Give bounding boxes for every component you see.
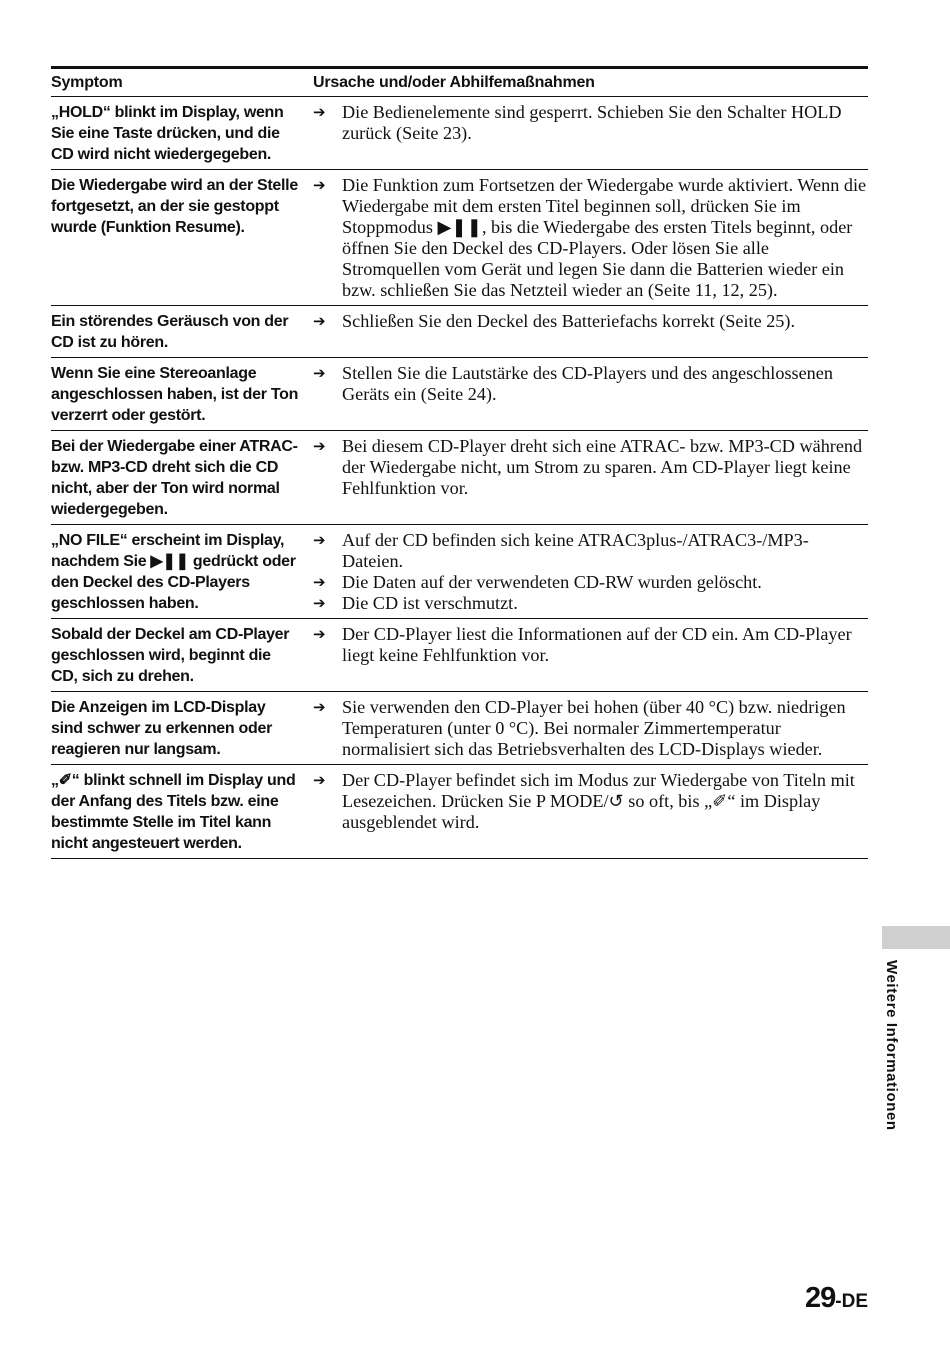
remedy-text: Die Funktion zum Fortsetzen der Wiedergabe wurde aktiviert. Wenn die Wiedergabe mit dem ersten Titel beginnen soll, drücken Sie im Stoppmodus ▶❚❚, bis die Wiedergabe des ersten Titels beginnt, oder öffnen Sie den Deckel des CD-Players. Oder lösen Sie alle Stromquellen vom Gerät und legen Sie dann die Batterien wieder ein bzw. schließen Sie das Netzteil wieder an (Seite 11, 12, 25). <box>342 175 867 300</box>
table-row <box>51 306 868 358</box>
table-row <box>51 765 868 859</box>
table-row <box>51 170 868 306</box>
arrow-right-icon: ➔ <box>313 103 326 121</box>
remedy-cell <box>313 525 868 619</box>
remedy-item <box>313 770 868 833</box>
remedy-cell <box>313 97 868 170</box>
page-number-value: 29 <box>805 1282 836 1314</box>
troubleshooting-table <box>51 66 868 859</box>
table-row <box>51 525 868 619</box>
table-header-row <box>51 68 868 97</box>
header-remedy: Ursache und/oder Abhilfemaßnahmen <box>313 74 595 91</box>
remedy-item <box>313 530 868 572</box>
remedy-item <box>313 697 868 760</box>
arrow-right-icon: ➔ <box>313 771 326 789</box>
remedy-cell <box>313 431 868 525</box>
table-row <box>51 692 868 765</box>
section-tab <box>882 926 950 949</box>
page-number <box>805 1282 868 1315</box>
arrow-right-icon: ➔ <box>313 625 326 643</box>
remedy-text: Die Daten auf der verwendeten CD-RW wurden gelöscht. <box>342 572 762 592</box>
arrow-right-icon: ➔ <box>313 698 326 716</box>
arrow-right-icon: ➔ <box>313 594 326 612</box>
remedy-item <box>313 572 868 593</box>
remedy-cell <box>313 358 868 431</box>
table-row <box>51 619 868 692</box>
remedy-cell <box>313 765 868 859</box>
table-row <box>51 431 868 525</box>
remedy-item <box>313 593 868 614</box>
arrow-right-icon: ➔ <box>313 531 326 549</box>
symptom-cell: Ein störendes Geräusch von der CD ist zu hören. <box>51 313 289 351</box>
symptom-cell: Sobald der Deckel am CD-Player geschlossen wird, beginnt die CD, sich zu drehen. <box>51 626 290 685</box>
symptom-cell: „HOLD“ blinkt im Display, wenn Sie eine Taste drücken, und die CD wird nicht wiedergegeben. <box>51 104 284 163</box>
remedy-item <box>313 311 868 332</box>
arrow-right-icon: ➔ <box>313 437 326 455</box>
remedy-item <box>313 102 868 144</box>
remedy-cell <box>313 170 868 306</box>
arrow-right-icon: ➔ <box>313 364 326 382</box>
table-row <box>51 97 868 170</box>
remedy-text: Der CD-Player liest die Informationen auf der CD ein. Am CD-Player liegt keine Fehlfunktion vor. <box>342 624 852 665</box>
remedy-item <box>313 363 868 405</box>
remedy-text: Schließen Sie den Deckel des Batteriefachs korrekt (Seite 25). <box>342 311 796 331</box>
header-symptom: Symptom <box>51 74 123 91</box>
arrow-right-icon: ➔ <box>313 312 326 330</box>
symptom-cell: „✐“ blinkt schnell im Display und der Anfang des Titels bzw. eine bestimmte Stelle im Titel kann nicht angesteuert werden. <box>51 772 296 852</box>
remedy-text: Die Bedienelemente sind gesperrt. Schieben Sie den Schalter HOLD zurück (Seite 23). <box>342 102 842 143</box>
remedy-text: Sie verwenden den CD-Player bei hohen (über 40 °C) bzw. niedrigen Temperaturen (unter 0 °C). Bei normaler Zimmertemperatur normalisiert sich das Betriebsverhalten des LCD-Displays wieder. <box>342 697 846 759</box>
table-body <box>51 97 868 859</box>
section-side-label: Weitere Informationen <box>883 960 900 1131</box>
remedy-item <box>313 624 868 666</box>
remedy-item <box>313 436 868 499</box>
troubleshooting-page <box>51 66 868 859</box>
arrow-right-icon: ➔ <box>313 573 326 591</box>
symptom-cell: Die Wiedergabe wird an der Stelle fortgesetzt, an der sie gestoppt wurde (Funktion Resume). <box>51 177 298 236</box>
symptom-cell: Bei der Wiedergabe einer ATRAC- bzw. MP3-CD dreht sich die CD nicht, aber der Ton wird normal wiedergegeben. <box>51 438 298 518</box>
remedy-cell <box>313 692 868 765</box>
remedy-cell <box>313 306 868 358</box>
symptom-cell: Die Anzeigen im LCD-Display sind schwer zu erkennen oder reagieren nur langsam. <box>51 699 272 758</box>
table-row <box>51 358 868 431</box>
page-number-suffix: -DE <box>835 1291 868 1312</box>
arrow-right-icon: ➔ <box>313 176 326 194</box>
remedy-cell <box>313 619 868 692</box>
remedy-text: Stellen Sie die Lautstärke des CD-Players und des angeschlossenen Geräts ein (Seite 24). <box>342 363 833 404</box>
remedy-text: Die CD ist verschmutzt. <box>342 593 518 613</box>
remedy-text: Der CD-Player befindet sich im Modus zur Wiedergabe von Titeln mit Lesezeichen. Drücken Sie P MODE/↺ so oft, bis „✐“ im Display ausgeblendet wird. <box>342 770 855 832</box>
remedy-text: Auf der CD befinden sich keine ATRAC3plus-/ATRAC3-/MP3-Dateien. <box>342 530 809 571</box>
remedy-text: Bei diesem CD-Player dreht sich eine ATRAC- bzw. MP3-CD während der Wiedergabe nicht, um Strom zu sparen. Am CD-Player liegt keine Fehlfunktion vor. <box>342 436 863 498</box>
symptom-cell: „NO FILE“ erscheint im Display, nachdem Sie ▶❚❚ gedrückt oder den Deckel des CD-Players geschlossen haben. <box>51 532 296 612</box>
symptom-cell: Wenn Sie eine Stereoanlage angeschlossen haben, ist der Ton verzerrt oder gestört. <box>51 365 299 424</box>
remedy-item <box>313 175 868 301</box>
